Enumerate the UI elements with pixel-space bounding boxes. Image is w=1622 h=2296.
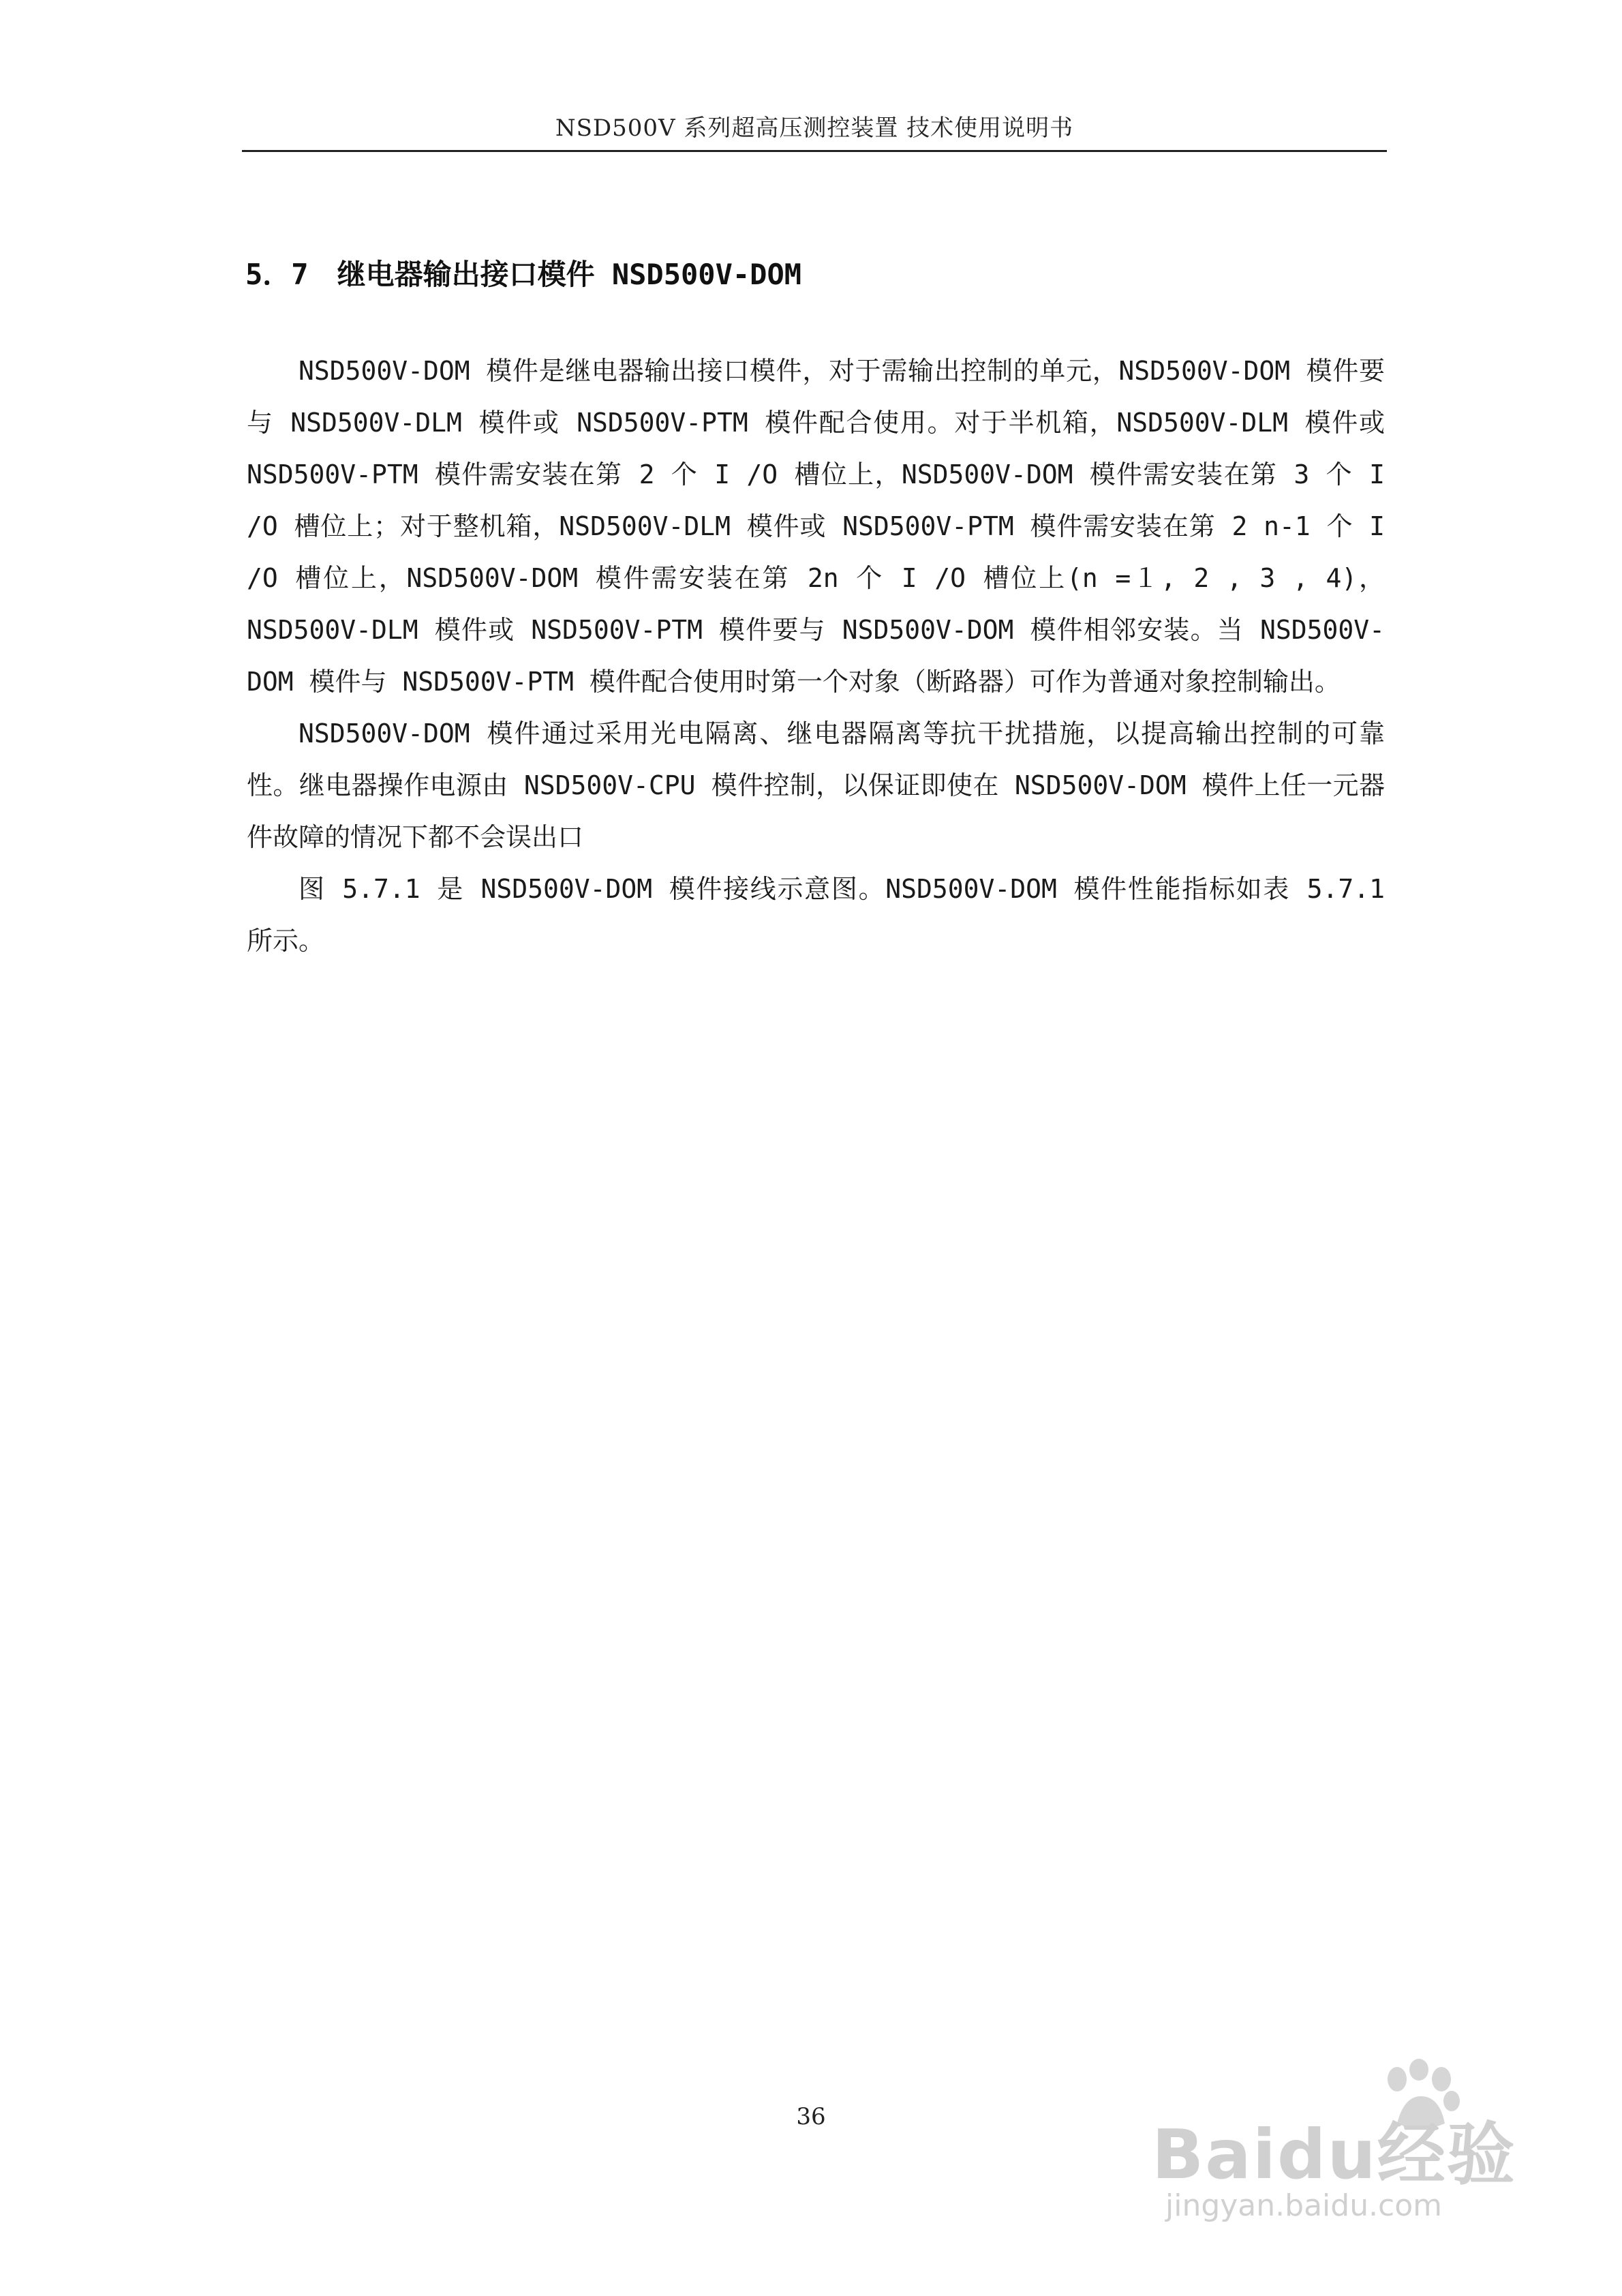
page-number: 36 (796, 2103, 826, 2130)
section-heading (245, 252, 801, 293)
body-text (247, 345, 1385, 967)
paragraph-2: NSD500V-DOM 模件通过采用光电隔离、继电器隔离等抗干扰措施，以提高输出控制的可靠性。继电器操作电源由 NSD500V-CPU 模件控制，以保证即使在 NSD500V-DOM 模件上任一元器件故障的情况下都不会误出口 (247, 719, 1385, 852)
baidu-watermark (1152, 2059, 1533, 2222)
watermark-brand: Baidu经验 (1152, 2115, 1516, 2194)
section-number: 5．7 (245, 258, 309, 291)
paragraph-3: 图 5.7.1 是 NSD500V-DOM 模件接线示意图。NSD500V-DOM 模件性能指标如表 5.7.1 所示。 (247, 874, 1385, 956)
watermark-url: jingyan.baidu.com (1165, 2188, 1443, 2223)
paragraph-1: NSD500V-DOM 模件是继电器输出接口模件，对于需输出控制的单元，NSD500V-DOM 模件要与 NSD500V-DLM 模件或 NSD500V-PTM 模件配合使用。对于半机箱，NSD500V-DLM 模件或 NSD500V-PTM 模件需安装在第 2 个 I /O 槽位上，NSD500V-DOM 模件需安装在第 3 个 I /O 槽位上；对于整机箱，NSD500V-DLM 模件或 NSD500V-PTM 模件需安装在第 2 n-1 个 I /O 槽位上，NSD500V-DOM 模件需安装在第 2n 个 I /O 槽位上(n =１, 2 , 3 , 4)， NSD500V-DLM 模件或 NSD500V-PTM 模件要与 NSD500V-DOM 模件相邻安装。当 NSD500V-DOM 模件与 NSD500V-PTM 模件配合使用时第一个对象（断路器）可作为普通对象控制输出。 (247, 356, 1385, 697)
header-divider (242, 150, 1387, 152)
running-header: NSD500V 系列超高压测控装置 技术使用说明书 (555, 115, 1074, 142)
section-title: 继电器输出接口模件 NSD500V-DOM (337, 258, 802, 291)
